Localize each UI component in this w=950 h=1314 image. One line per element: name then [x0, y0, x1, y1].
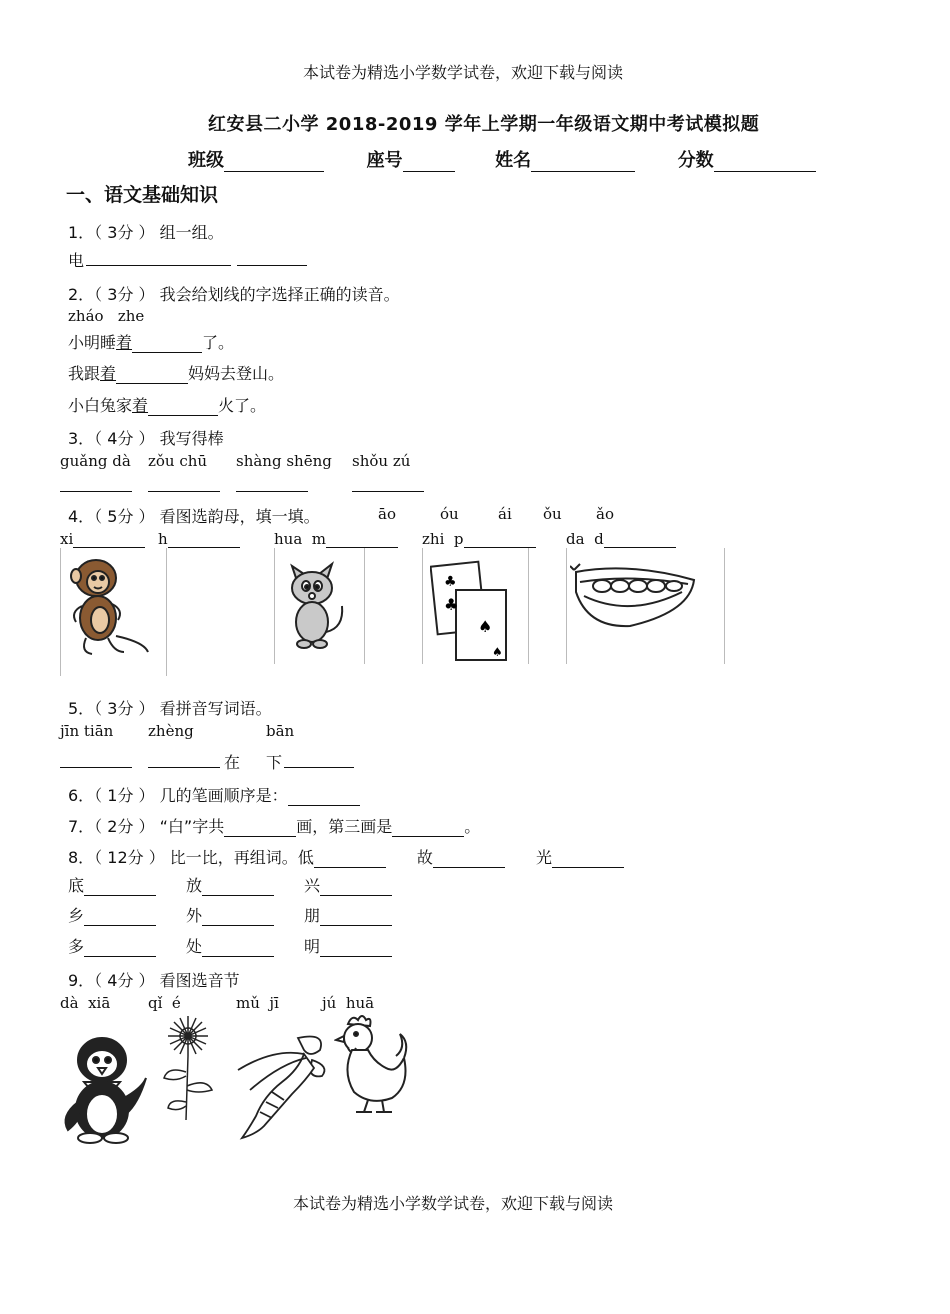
q5-blank[interactable] — [60, 767, 132, 768]
class-label: 班级 — [188, 150, 224, 171]
svg-text:♣: ♣ — [444, 595, 459, 614]
q3-pinyin-1: guǎng dà — [60, 452, 131, 470]
q8-blank[interactable] — [433, 849, 505, 868]
svg-text:♠: ♠ — [478, 617, 493, 636]
q8-blank[interactable] — [84, 907, 156, 926]
question-8: 8．（ 12分 ） 比一比，再组词。低 故 光 — [68, 845, 624, 868]
q3-blank[interactable] — [236, 491, 308, 492]
score-label: 分数 — [677, 150, 714, 171]
q8-blank[interactable] — [202, 938, 274, 957]
exam-title: 红安县二小学 2018-2019 学年上学期一年级语文期中考试模拟题 — [208, 114, 760, 135]
q8-blank[interactable] — [202, 907, 274, 926]
q8-blank[interactable] — [552, 849, 624, 868]
q8-blank[interactable] — [202, 877, 274, 896]
seat-field[interactable] — [403, 153, 455, 172]
playing-cards-icon — [430, 560, 512, 664]
q8-blank[interactable] — [320, 907, 392, 926]
q4-blank[interactable] — [326, 531, 398, 548]
q2-blank[interactable] — [116, 365, 188, 384]
section-heading: 一、语文基础知识 — [66, 184, 219, 206]
q8-row: 多 处 明 — [68, 934, 392, 957]
q7-blank[interactable] — [392, 818, 464, 837]
question-9: 9．（ 4分 ） 看图选音节 — [68, 971, 240, 990]
q5-char-1: 在 — [224, 753, 241, 772]
q1-blank[interactable] — [86, 265, 231, 266]
q9-pinyin-3: mǔ jī — [236, 994, 279, 1012]
q8-blank[interactable] — [84, 877, 156, 896]
q2-sentence-1: 小明睡着 了。 — [68, 333, 235, 352]
class-field[interactable] — [224, 153, 324, 172]
q4-option: ái — [498, 505, 512, 523]
q4-option: ǒu — [543, 505, 562, 523]
score-field[interactable] — [714, 153, 816, 172]
pea-pod-icon — [570, 562, 700, 638]
q4-option: óu — [440, 505, 459, 523]
shrimp-icon — [234, 1030, 334, 1142]
q8-blank[interactable] — [320, 877, 392, 896]
q1-char: 电 — [68, 251, 85, 270]
cat-icon — [282, 556, 354, 652]
question-7: 7．（ 2分 ） “白”字共 画，第三画是 。 — [68, 817, 481, 836]
q4-fill-2: h — [158, 530, 240, 548]
question-2: 2．（ 3分 ） 我会给划线的字选择正确的读音。 — [68, 285, 400, 304]
student-info-row — [188, 146, 816, 172]
q5-char-2: 下 — [266, 753, 283, 772]
q1-blank[interactable] — [237, 265, 307, 266]
q4-fill-5: da d — [566, 530, 676, 548]
q9-pinyin-4: jú huā — [322, 994, 375, 1012]
q4-blank[interactable] — [604, 531, 676, 548]
question-4: 4．（ 5分 ） 看图选韵母，填一填。 — [68, 507, 320, 526]
svg-text:♠: ♠ — [492, 645, 503, 659]
q9-pinyin-2: qǐ é — [148, 994, 181, 1012]
name-label: 姓名 — [495, 150, 532, 171]
q2-pinyin-options: zháo zhe — [68, 307, 145, 325]
q4-fill-4: zhi p — [422, 530, 536, 548]
q5-pinyin-2: zhèng — [148, 722, 194, 740]
penguin-icon — [58, 1030, 150, 1146]
q5-blank[interactable] — [148, 767, 220, 768]
q2-blank[interactable] — [148, 397, 218, 416]
q3-pinyin-3: shàng shēng — [236, 452, 332, 470]
q9-pinyin-1: dà xiā — [60, 994, 111, 1012]
footer-banner: 本试卷为精选小学数学试卷，欢迎下载与阅读 — [293, 1194, 614, 1213]
q4-blank[interactable] — [464, 531, 536, 548]
question-5: 5．（ 3分 ） 看拼音写词语。 — [68, 699, 272, 718]
q6-blank[interactable] — [288, 787, 360, 806]
q3-pinyin-4: shǒu zú — [352, 452, 411, 470]
q5-pinyin-3: bān — [266, 722, 295, 740]
q2-blank[interactable] — [132, 334, 202, 353]
q2-sentence-3: 小白兔家着 火了。 — [68, 396, 267, 415]
monkey-icon — [62, 556, 154, 660]
q8-row: 底 放 兴 — [68, 873, 392, 896]
q4-option: ǎo — [596, 505, 614, 523]
q4-fill-1: xi — [60, 530, 145, 548]
question-1: 1．（ 3分 ） 组一组。 — [68, 223, 224, 242]
q8-blank[interactable] — [320, 938, 392, 957]
q3-pinyin-2: zǒu chū — [148, 452, 208, 470]
q4-blank[interactable] — [168, 531, 240, 548]
seat-label: 座号 — [366, 150, 403, 171]
q4-blank[interactable] — [73, 531, 145, 548]
q5-blank[interactable] — [284, 767, 354, 768]
svg-text:♣: ♣ — [444, 574, 457, 590]
q4-option: āo — [378, 505, 396, 523]
q8-row: 乡 外 朋 — [68, 903, 392, 926]
name-field[interactable] — [531, 153, 635, 172]
hen-icon — [334, 1012, 412, 1114]
question-3: 3．（ 4分 ） 我写得棒 — [68, 429, 224, 448]
q8-blank[interactable] — [314, 849, 386, 868]
header-banner: 本试卷为精选小学数学试卷，欢迎下载与阅读 — [303, 63, 624, 82]
q8-blank[interactable] — [84, 938, 156, 957]
q3-blank[interactable] — [60, 491, 132, 492]
q2-sentence-2: 我跟着 妈妈去登山。 — [68, 364, 285, 383]
question-6: 6．（ 1分 ） 几的笔画顺序是： — [68, 783, 360, 806]
q4-fill-3: hua m — [274, 530, 398, 548]
chrysanthemum-icon — [154, 1012, 220, 1122]
q3-blank[interactable] — [352, 491, 424, 492]
q3-blank[interactable] — [148, 491, 220, 492]
q7-blank[interactable] — [224, 818, 296, 837]
q5-pinyin-1: jīn tiān — [60, 722, 114, 740]
